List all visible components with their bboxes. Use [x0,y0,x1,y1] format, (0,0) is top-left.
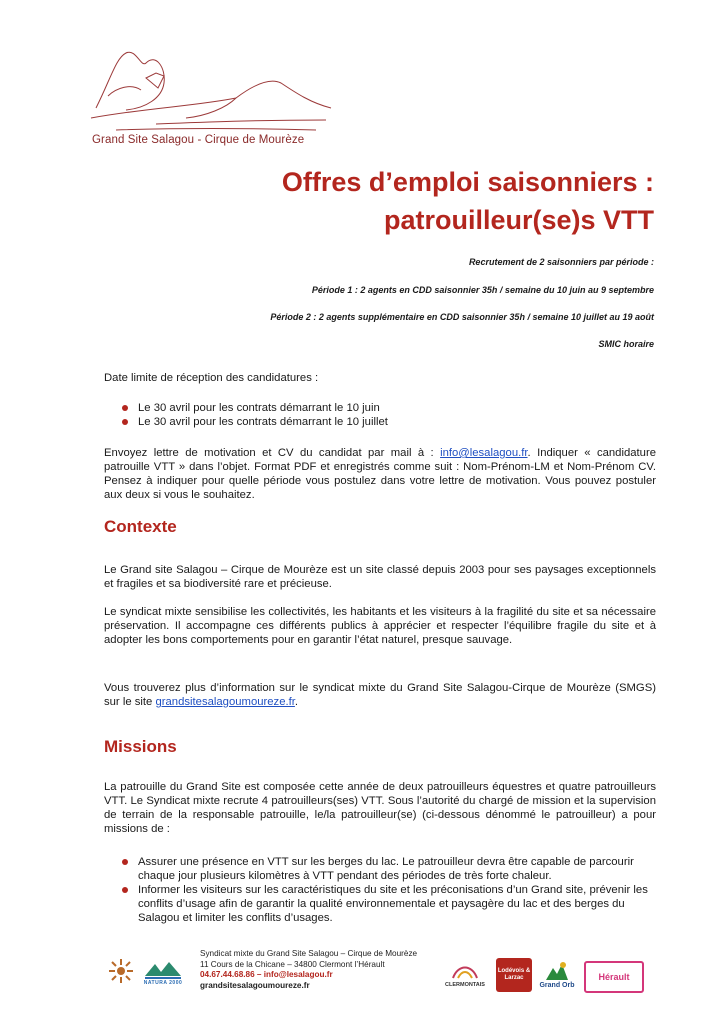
footer-address: Syndicat mixte du Grand Site Salagou – Cirque de Mourèze 11 Cours de la Chicane – 34800 Clermont l’Hérault 04.67.44.68.86 – info@lesalagou.fr grandsitesalagoumoureze.fr [200,949,418,990]
deadline-intro: Date limite de réception des candidatures : [104,372,319,384]
grand-orb-icon [544,960,570,982]
bullet-icon [122,405,128,411]
missions-list [122,855,656,925]
sun-logo-icon [108,958,134,984]
period-2-line: Période 2 : 2 agents supplémentaire en CDD saisonnier 35h / semaine 10 juillet au 19 août [270,312,654,322]
recruitment-line: Recrutement de 2 saisonniers par période : [468,257,654,267]
clermontais-icon [450,960,480,982]
herault-logo: Hérault [584,961,644,993]
contexte-heading: Contexte [104,517,177,536]
apply-paragraph: Envoyez lettre de motivation et CV du candidat par mail à : info@lesalagou.fr. Indiquer « candidature patrouille VTT » dans l’objet. Format PDF et enregistrés comme suit : Nom-Prénom-LM et Nom-Prénom CV. Pensez à indiquer pour quelle période vous postulez dans votre lettre de motivation. Vous pouvez postuler aux deux si vous le souhaitez. [104,447,656,501]
email-link[interactable]: info@lesalagou.fr [440,447,528,459]
natura-2000-logo: NATURA 2000 [140,955,186,989]
list-item: Assurer une présence en VTT sur les berges du lac. Le patrouilleur devra être capable de parcourir chaque jour plusieurs kilomètres à VTT pendant des périodes de très forte chaleur. [122,855,656,883]
grand-orb-logo: Grand Orb [537,955,577,993]
list-item: Le 30 avril pour les contrats démarrant le 10 juillet [122,415,656,429]
contexte-paragraph-2: Le syndicat mixte sensibilise les collectivités, les habitants et les visiteurs à la fragilité du site et sa nécessaire préservation. Il accompagne ces différents publics à apprécier et respecter l’équilibre fragile du site et à adopter les bons comportements pour en garantir l’état naturel, presque sauvage. [104,606,656,646]
list-item: Le 30 avril pour les contrats démarrant le 10 juin [122,401,656,415]
website-link[interactable]: grandsitesalagoumoureze.fr [155,696,295,708]
lodevois-larzac-logo: Lodévois & Larzac [496,958,532,992]
page-title [282,163,654,239]
bullet-icon [122,859,128,865]
list-item: Informer les visiteurs sur les caractéristiques du site et les préconisations d’un Grand site, prévenir les conflits d’usage afin de garantir la qualité environnementale et paysagère du lac et des berges du Salagou et limiter les conflits d’usages. [122,883,656,925]
bullet-icon [122,419,128,425]
period-1-line: Période 1 : 2 agents en CDD saisonnier 35h / semaine du 10 juin au 9 septembre [311,285,654,295]
bullet-icon [122,887,128,893]
logo-caption: Grand Site Salagou - Cirque de Mourèze [92,134,305,146]
natura-icon [143,958,183,980]
contexte-paragraph-3: Vous trouverez plus d’information sur le syndicat mixte du Grand Site Salagou-Cirque de Mourèze (SMGS) sur le site grandsitesalagoumoureze.fr. [104,682,656,708]
contexte-paragraph-1: Le Grand site Salagou – Cirque de Mourèze est un site classé depuis 2003 pour ses paysages exceptionnels et fragiles et sa biodiversité rare et précieuse. [104,564,656,590]
title-line-2: patrouilleur(se)s VTT [383,205,654,235]
missions-paragraph: La patrouille du Grand Site est composée cette année de deux patrouilleurs équestres et quatre patrouilleurs VTT. Le Syndicat mixte recrute 4 patrouilleurs(ses) VTT. Sous l’autorité du chargé de mission et la supervision de terrain de la responsable patrouille, le/la patrouilleur(se) (ci-dessous dénommé le patrouilleur) a pour missions de : [104,781,656,835]
title-line-1: Offres d’emploi saisonniers : [281,167,654,197]
clermontais-logo: CLERMONTAIS [440,955,490,993]
missions-heading: Missions [104,737,177,756]
grand-site-logo [86,38,336,148]
salary-line: SMIC horaire [598,339,654,349]
landscape-logo-icon [86,38,336,138]
deadline-list [122,401,656,429]
